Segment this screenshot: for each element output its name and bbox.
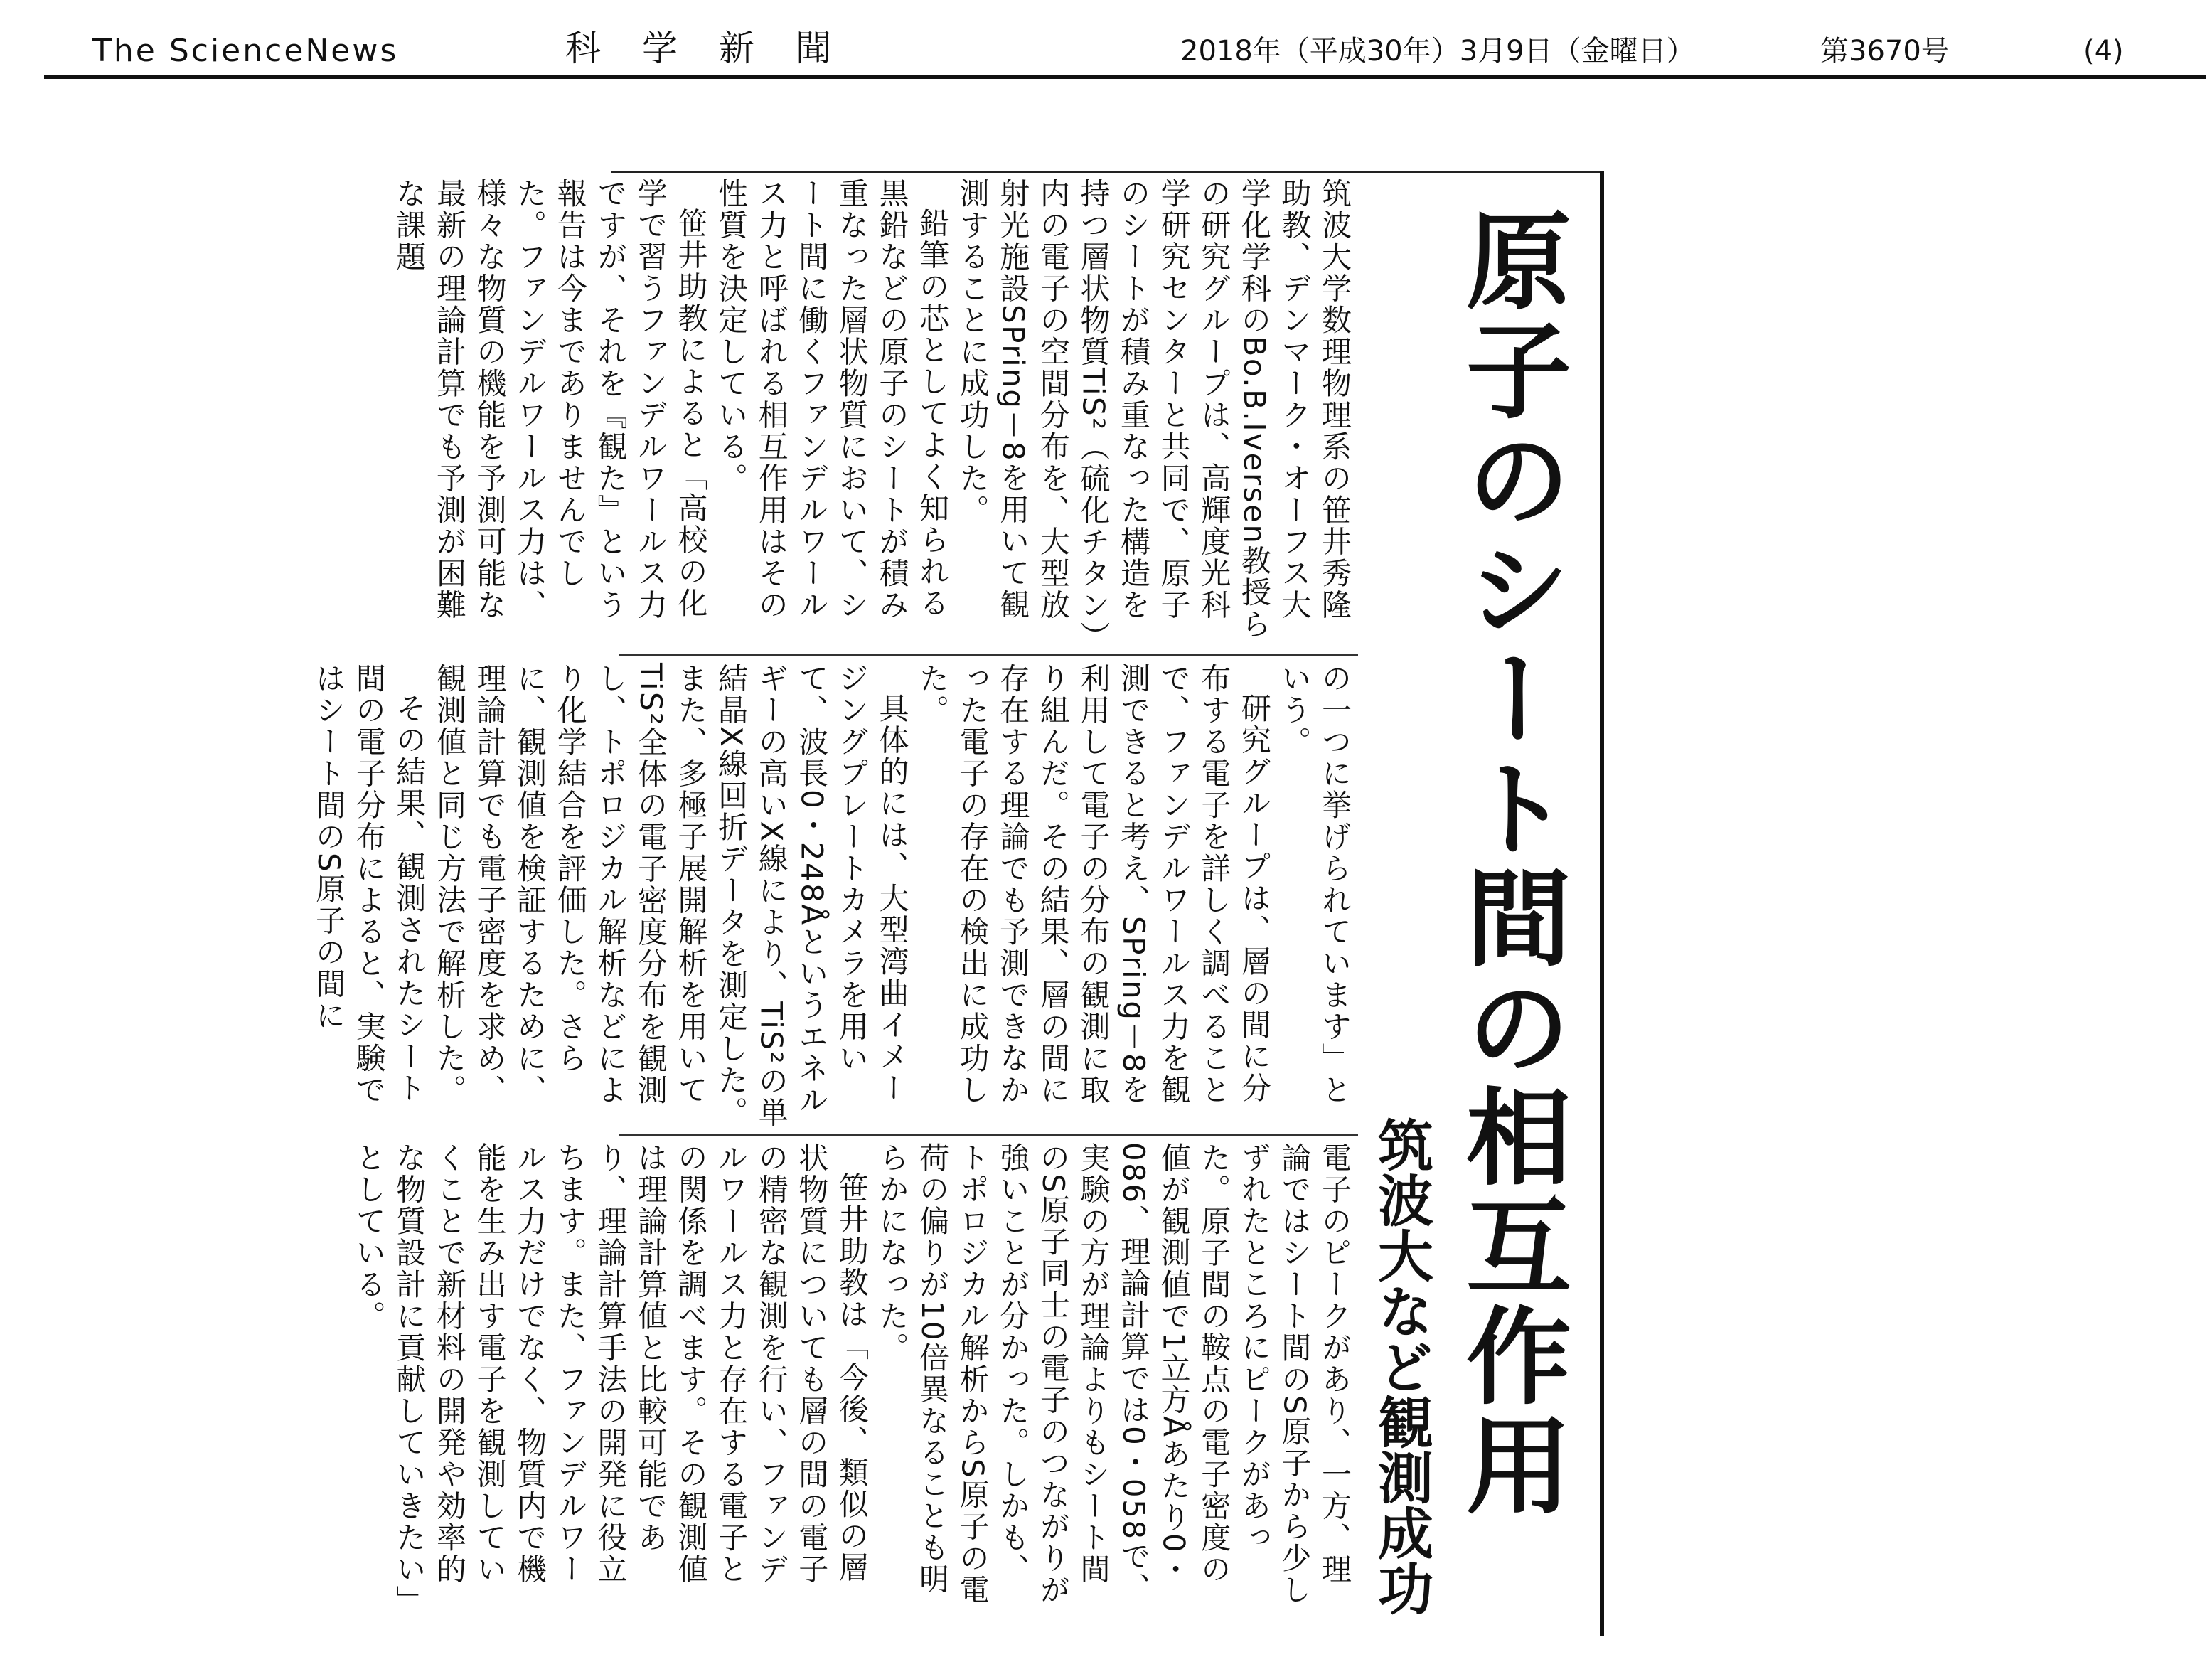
text-block-top	[392, 178, 1355, 647]
text-block-bottom	[351, 1142, 1355, 1611]
newspaper-name: 科学新聞	[565, 28, 872, 69]
paragraph: 鉛筆の芯としてよく知られる黒鉛などの原子のシートが積み重なった層状物質において、シート間に働くファンデルワールス力と呼ばれる相互作用はその性質を決定している。	[714, 178, 951, 621]
issue-date: 2018年（平成30年）3月9日（金曜日）	[1180, 35, 1695, 68]
paragraph: 研究グループは、層の間に分布する電子を詳しく調べることで、ファンデルワールス力を観測できると考え、SPring－8を利用して電子の分布の観測に取り組んだ。その結果、層の間に存在する理論でも予測できなかった電子の存在の検出に成功した。	[915, 663, 1272, 1106]
masthead-logo: The ScienceNews	[92, 33, 399, 69]
masthead-rule	[44, 75, 2206, 79]
paragraph: その結果、観測されたシート間の電子分布によると、実験ではシート間のS原子の間に	[311, 663, 427, 1106]
article	[311, 171, 1607, 1636]
row-divider	[619, 1134, 1358, 1136]
paragraph: の一つに挙げられています」という。	[1277, 663, 1352, 1106]
issue-number: 第3670号	[1820, 35, 1950, 68]
paragraph: 具体的には、大型湾曲イメージングプレートカメラを用いて、波長0・248Åというエネルギーの高いX線により、TiS²の単結晶X線回折データを測定した。また、多極子展開解析を用いてTiS²全体の電子密度分布を観測し、トポロジカル解析などにより化学結合を評価した。さらに、観測値を検証するために、理論計算でも電子密度を求め、観測値と同じ方法で解析した。	[432, 663, 910, 1129]
article-headline: 原子のシート間の相互作用	[1449, 206, 1573, 1520]
page-number: (4)	[2083, 35, 2124, 68]
text-block-middle	[311, 663, 1355, 1129]
paragraph: 筑波大学数理物理系の笹井秀隆助教、デンマーク・オーフス大学化学科のBo.B.Iversen教授らの研究グループは、高輝度光科学研究センターと共同で、原子のシートが積み重なった構造を持つ層状物質TiS²（硫化チタン）内の電子の空間分布を、大型放射光施設SPring－8を用いて観測することに成功した。	[955, 178, 1352, 640]
masthead	[0, 0, 2212, 85]
article-top-rule	[611, 171, 1603, 173]
article-right-rule	[1600, 171, 1604, 1636]
article-subhead: 筑波大など観測成功	[1369, 1117, 1433, 1616]
row-divider	[619, 654, 1358, 656]
paragraph: 笹井助教によると「高校の化学で習うファンデルワールス力ですが、それを『観た』という報告は今までありませんでした。ファンデルワールス力は、様々な物質の機能を予測可能な最新の理論計算でも予測が困難な課題	[392, 178, 709, 621]
paragraph: 電子のピークがあり、一方、理論ではシート間のS原子から少しずれたところにピークがあった。原子間の鞍点の電子密度の値が観測値で1立方Åあたり0・086、理論計算では0・058で、実験の方が理論よりもシート間のS原子同士の電子のつながりが強いことが分かった。しかも、トポロジカル解析からS原子の電荷の偏りが10倍異なることも明らかになった。	[875, 1142, 1352, 1607]
paragraph: 笹井助教は「今後、類似の層状物質についても層の間の電子の精密な観測を行い、ファンデルワールス力と存在する電子との関係を調べます。その観測値は理論計算値と比較可能であり、理論計算手法の開発に役立ちます。また、ファンデルワールス力だけでなく、物質内で機能を生み出す電子を観測していくことで新材料の開発や効率的な物質設計に貢献していきたい」としている。	[351, 1142, 870, 1602]
